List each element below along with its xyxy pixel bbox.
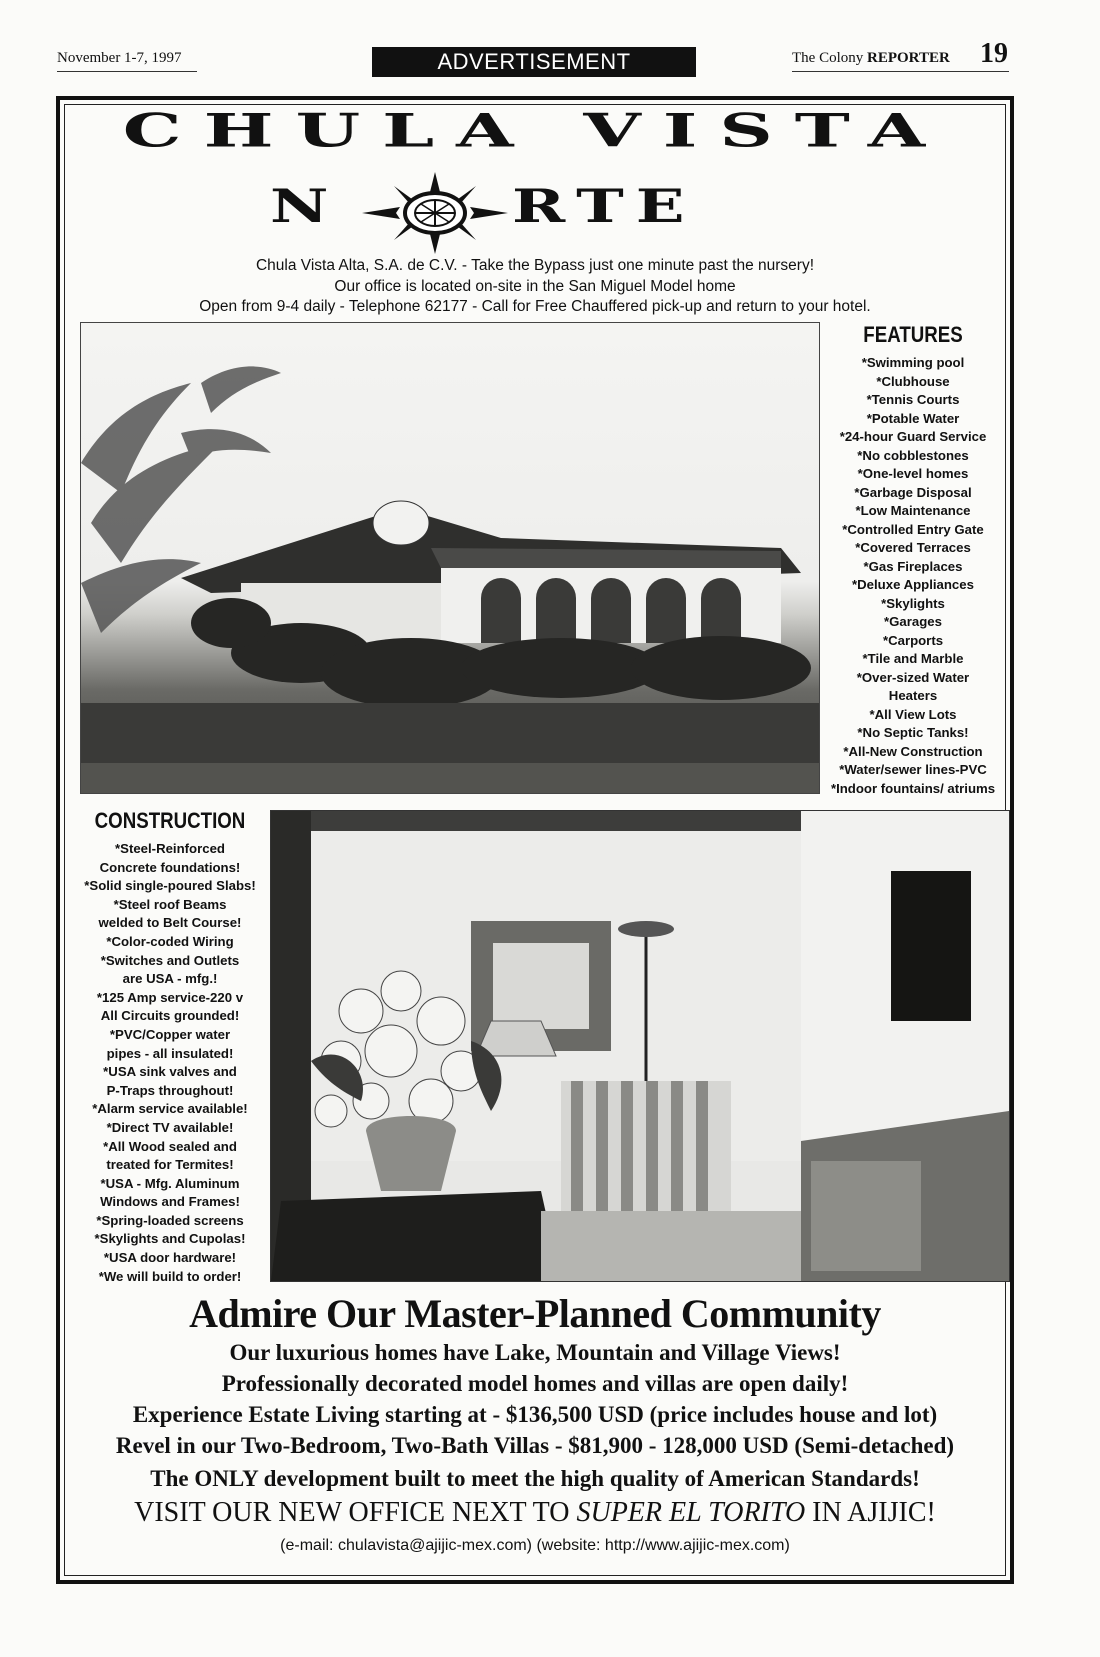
issue-date: November 1-7, 1997 (57, 50, 182, 66)
feature-item: *Controlled Entry Gate (842, 521, 984, 537)
home-exterior-illustration (81, 323, 819, 793)
construction-item: *USA door hardware! (103, 1250, 237, 1266)
feature-item: *Over-sized Water (856, 669, 970, 685)
feature-item: *Water/sewer lines-PVC (839, 762, 987, 777)
promo-line: Our luxurious homes have Lake, Mountain and Village Views! (229, 1340, 841, 1365)
feature-item: *All View Lots (869, 706, 957, 722)
home-interior-illustration (271, 811, 1009, 1281)
ad-title-line1: CHULA VISTA (122, 104, 948, 158)
construction-heading: CONSTRUCTION (94, 808, 246, 833)
construction-item: *Solid single-poured Slabs! (84, 878, 256, 894)
feature-item: *Low Maintenance (855, 503, 971, 518)
construction-item: *Steel roof Beams (113, 896, 227, 912)
header-rule-right (792, 71, 1009, 72)
features-heading: FEATURES (863, 322, 963, 347)
newspaper-name (792, 50, 950, 67)
ad-title-n: N (270, 179, 341, 234)
compass-rose-icon (360, 168, 510, 258)
construction-item: Concrete foundations! (99, 859, 241, 875)
construction-item: treated for Termites! (106, 1157, 234, 1173)
newspaper-prefix: The Colony (792, 50, 864, 66)
construction-item: *Color-coded Wiring (106, 933, 234, 949)
feature-item: *Indoor fountains/ atriums (830, 780, 996, 796)
feature-item: *Deluxe Appliances (852, 577, 974, 592)
feature-item: *Tennis Courts (866, 392, 960, 407)
construction-item: *All Wood sealed and (103, 1138, 237, 1154)
construction-item: *Steel-Reinforced (115, 841, 225, 856)
construction-item: All Circuits grounded! (100, 1008, 240, 1024)
construction-item: are USA - mfg.! (122, 971, 218, 987)
ad-title-rte: RTE (512, 179, 697, 234)
tagline-line: Open from 9-4 daily - Telephone 62177 - Call for Free Chauffered pick-up and return to your hotel. (199, 298, 871, 315)
feature-item: Heaters (888, 688, 938, 703)
construction-item: *Alarm service available! (92, 1101, 248, 1117)
construction-item: *PVC/Copper water (109, 1026, 231, 1042)
feature-item: *Carports (882, 632, 944, 648)
construction-list (70, 808, 270, 1286)
price-line: Experience Estate Living starting at - $136,500 USD (price includes house and lot) (132, 1402, 938, 1427)
construction-item: P-Traps throughout! (106, 1082, 234, 1098)
features-list (820, 322, 1006, 798)
villa-price-line: Revel in our Two-Bedroom, Two-Bath Villas - $81,900 - 128,000 USD (Semi-detached) (115, 1433, 955, 1458)
construction-item: Windows and Frames! (100, 1194, 240, 1210)
feature-item: *Clubhouse (876, 373, 950, 389)
feature-item: *Covered Terraces (855, 540, 971, 555)
feature-item: *One-level homes (857, 466, 969, 481)
feature-item: *24-hour Guard Service (839, 429, 987, 444)
feature-item: *No cobblestones (857, 447, 969, 463)
store-name: SUPER EL TORITO (576, 1497, 806, 1528)
construction-item: *USA - Mfg. Aluminum (100, 1175, 240, 1191)
construction-item: *We will build to order! (98, 1268, 242, 1284)
feature-item: *Swimming pool (861, 355, 965, 370)
construction-item: pipes - all insulated! (106, 1045, 234, 1061)
feature-item: *Gas Fireplaces (863, 558, 963, 574)
tagline-line: Chula Vista Alta, S.A. de C.V. - Take the Bypass just one minute past the nursery! (255, 257, 815, 274)
feature-item: *No Septic Tanks! (857, 725, 969, 740)
home-exterior-photo (80, 322, 820, 794)
visit-prefix: VISIT OUR NEW OFFICE NEXT TO (134, 1497, 570, 1528)
home-interior-photo (270, 810, 1010, 1282)
promo-line: Professionally decorated model homes and villas are open daily! (221, 1371, 849, 1396)
construction-item: *Skylights and Cupolas! (94, 1231, 246, 1247)
contact-line: (e-mail: chulavista@ajijic-mex.com) (website: http://www.ajijic-mex.com) (280, 1537, 790, 1554)
headline: Admire Our Master-Planned Community (189, 1291, 881, 1336)
header-rule-left (57, 71, 197, 72)
visit-office-line (64, 1497, 1006, 1529)
feature-item: *Potable Water (866, 410, 960, 426)
tagline-line: Our office is located on-site in the San Miguel Model home (334, 278, 736, 295)
feature-item: *All-New Construction (843, 743, 983, 759)
quality-line: The ONLY development built to meet the high quality of American Standards! (150, 1466, 920, 1491)
construction-item: *USA sink valves and (103, 1064, 237, 1080)
feature-item: *Garages (884, 614, 942, 629)
page-number: 19 (980, 38, 1008, 69)
construction-item: *Switches and Outlets (100, 952, 240, 968)
construction-item: *Spring-loaded screens (96, 1212, 244, 1228)
construction-item: welded to Belt Course! (98, 915, 242, 931)
ad-title-line2 (270, 179, 830, 254)
construction-item: *125 Amp service-220 v (96, 989, 244, 1005)
newspaper-title: REPORTER (867, 50, 950, 66)
construction-item: *Direct TV available! (106, 1119, 234, 1135)
feature-item: *Tile and Marble (862, 651, 964, 666)
section-label: ADVERTISEMENT (372, 47, 696, 77)
feature-item: *Garbage Disposal (854, 484, 972, 500)
feature-item: *Skylights (881, 595, 945, 611)
visit-suffix: IN AJIJIC! (812, 1497, 936, 1528)
